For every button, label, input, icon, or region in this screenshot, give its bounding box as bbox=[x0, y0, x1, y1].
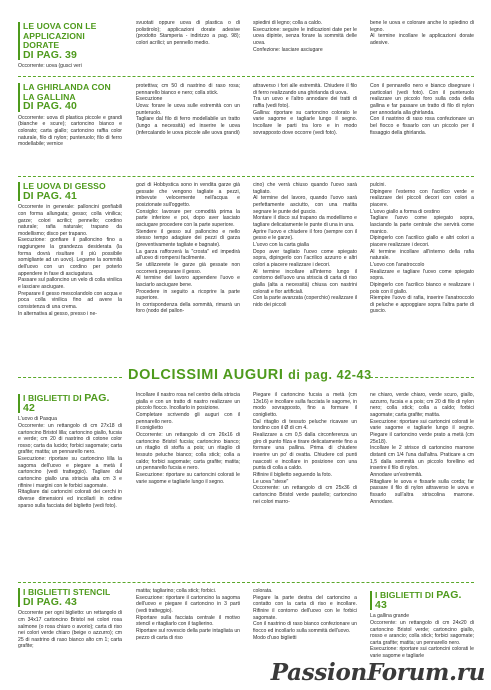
column-text bbox=[253, 20, 357, 53]
title-text: LE UOVA DI GESSO bbox=[23, 181, 106, 191]
column-text bbox=[136, 588, 240, 641]
body-text: La gallina grande Occorrente: un rettangolo di cm 24x20 di cartoncino Bristol verde; cartoncino giallo, rosso e arancio; colla stick; forbici sagomate; carta grafite; matita; un pennarello nero. Esecuzione: riportare sui cartoncini colorati le varie sagome e tagliarle bbox=[370, 613, 474, 660]
body-text: colorata. Piegare la parte destra del cartoncino a contatto con la carta di riso e incollare. Rifinire il contorno dell'uovo con le forbici sagomate. Con il nastrino di raso bianco confezionare un fiocco ed incollarlo sulla sommità dell'uovo. Modo d'uso biglietti bbox=[253, 588, 357, 641]
watermark: PassionForum.ru bbox=[270, 659, 485, 686]
page-ref: PAG. 42 bbox=[23, 392, 110, 414]
column-text bbox=[136, 182, 240, 315]
title-text: I BIGLIETTI STENCIL bbox=[23, 587, 111, 597]
body-text: ne chiaro, verde chiaro, verde scuro, giallo, azzurro, fucsia e a pois; cm 20 di filo di nylon nero; colla stick; colla a caldo; forbici sagomate; carta grafite; matita. Esecuzione: riportare sui cartoncini colorati le varie sagome e tagliarle lungo il segno. Piegare il cartoncino verde prato a metà (cm 25x18). Incollare le 2 strisce di cartoncino marrone distanti cm 1/4 l'una dall'altra. Praticare a cm 1,5 dalla sommità un piccolo forellino ed inserire il filo di nylon. Annodare un'estremità. Ritagliare le uova e fissarle sulla corda; far passare il filo di nylon attraverso le uova e fissarlo sull'altra striscolina marrone. Annodare. bbox=[370, 392, 474, 505]
column-text bbox=[136, 20, 240, 47]
dashed-divider bbox=[18, 76, 474, 77]
body-text: Occorrente: uova di plastica piccole e grandi (bianche e scure); cartoncino bianco e colorato; carta giallo; cartoncino raffia color naturale, filo di nylon; punteruolo; filo di ferro modellabile; vernice bbox=[18, 114, 124, 148]
body-text: pulcini. Dipingere l'esterno con l'acrilico verde e realizzare dei piccoli decori con colori a piacere. L'uovo giallo a forma di cestino Tagliare l'uovo come spiegato sopra, lasciando la parte centrale che servirà come manico. Dipingerlo con l'acrilico giallo e altri colori a piacere realizzare i decori. Al termine incollare all'interno della rafia naturale. L'uovo con l'anatroccolo Realizzare e tagliare l'uovo come spiegato sopra. Dipingerlo con l'acrilico bianco e realizzare i pois con il giallo. Riempire l'uovo di rafia, inserire l'anatroccolo di peluche e appoggiare sopra l'altra parte di guscio. bbox=[370, 182, 474, 315]
dashed-divider bbox=[370, 377, 474, 378]
column-text bbox=[370, 83, 474, 136]
page-ref: PAG. 43 bbox=[375, 589, 462, 611]
page-ref: DI PAG. 41 bbox=[23, 189, 77, 202]
section-biglietti-43 bbox=[370, 591, 474, 660]
heading-text: DOLCISSIMI AUGURI bbox=[128, 367, 284, 383]
dashed-divider bbox=[18, 176, 474, 177]
title-text: I BIGLIETTI DI bbox=[23, 393, 82, 403]
body-text: protettiva; cm 50 di nastrino di raso rosa; pennarello bianco e nero; colla stick. Esecuzione Uova: forare le uova sulle estremità con un punteruolo. Tagliare dal filo di ferro modellabile un tratto (lungo a necessità) ed inserire le uova (infercalando le uova piccole alle uova grandi) bbox=[136, 83, 240, 136]
section-title bbox=[18, 83, 122, 112]
column-text bbox=[370, 392, 474, 505]
section-biglietti-stencil bbox=[18, 588, 122, 650]
column-text bbox=[253, 392, 357, 505]
body-text: matita; tagliarino; colla stick; forbici. Esecuzione: riportare il cartoncino la sagoma dell'uovo e piegare il cartoncino in 3 parti (vedi tratteggio). Riportare sulla facciata centrale il motivo stencil e ritagliarlo con il taglierino. Riportare sul rovescio della parte intagliata un pezzo di carta di riso bbox=[136, 588, 240, 641]
section-uova-applicazioni bbox=[18, 22, 122, 70]
body-text: Incollare il nastro rosa nel centro della striscia gialla e con un tratto di nastro realizzare un piccolo fiocco. Incollarlo in posizione. Completare scrivendo gli auguri con il pennarello nero. Il coniglietto Occorrente: un rettangolo di cm 26x16 di cartoncino Bristol fucsia; cartoncino bianco; un ritaglio di stoffa a pois; un ritaglio di tessuto peluche bianco; colla stick; colla a caldo; forbici sagomate; carta grafite; matita; un pennarello fucsia e nero. Esecuzione: riportare su cartoncini colorati le varie sagome e tagliarle lungo il segno. bbox=[136, 392, 240, 485]
title-text: LA GHIRLANDA CON LA GALLINA bbox=[23, 82, 111, 102]
body-text: Occorrente in generale: palloncini gonfiabili con forma allungata; gesso; colla vinilica; garze; colori acrilici; pennello; cordino naturale; rafia naturale; trapano da modellismo; disco per trapano. Esecuzione: gonfiare il palloncino fino a raggiungere la grandezza desiderata (la forma dovrà risultare il più possibile somigliante ad un uovo). Legarne la sommità dell'uovo con un cordino per poterlo appendere in fase di asciugatura. Passare sul palloncino un velo di colla vinilica e lasciare asciugare. Preparare il gesso mescolandolo con acqua e poca colla vinilica fino ad avere la consistenza di una crema. In alternativa al gesso, presso i ne- bbox=[18, 204, 122, 317]
section-biglietti-42 bbox=[18, 394, 122, 509]
body-text: L'uovo di Pasqua Occorrente: un rettangolo di cm 27x18 di cartoncino Bristol lilla; cartoncino giallo, fucsia e verde; cm 20 di nastrino di cotone color rosso; carta da lucido; forbici sagomate; carta grafite; matita; un pennarello nero. Esecuzione: riportare su cartoncino lilla la sagoma dell'uovo e piegare a metà il cartoncino (vedi tratteggio). Tagliare dal cartoncino giallo una striscia alta cm 3 e rifinire i margini con le forbici sagomate. Ritagliare dai cartoncini colorati dei cerchi in diverse dimensioni ed incollarli in ordine sparso sulla facciata del biglietto (vedi foto). bbox=[18, 416, 122, 509]
dashed-divider bbox=[18, 582, 474, 583]
page-ref: DI PAG. 39 bbox=[23, 48, 77, 61]
section-title bbox=[370, 591, 474, 610]
body-text: Con il pennarello nero e bianco disegnare i particolari (vedi foto). Con il punteruolo realizzare un piccolo foro sulla coda della gallina e far passare un tratto di filo di nylon per annodarla alla ghirlanda. Con il nastrino di raso rosa confezionare un bel fiocco e fissarlo con un piccolo per il fissaggio della ghirlanda. bbox=[370, 83, 474, 136]
column-text bbox=[136, 392, 240, 485]
dashed-divider bbox=[18, 377, 122, 378]
column-text bbox=[370, 182, 474, 315]
column-text bbox=[253, 83, 357, 136]
body-text: bene le uova e colorare anche lo spiedino di legno. Al termine incollare le applicazioni dorate adesive. bbox=[370, 20, 474, 46]
title-text: I BIGLIETTI DI bbox=[375, 590, 434, 600]
body-text: Piegare il cartoncino fucsia a metà (cm 13x16) e incollare sulla facciata le sagome, in modo sovrapposto, fino a formare il coniglietto. Dal ritaglio di tessuto peluche ricavare un tondino con il Ø di cm 4. Realizzare a cm 0,5 dalla circonferenza un giro di punto filza e tirare delicatamente fino a formare una pallina. Prima di chiudere inserire un po' di ovatta. Chiudere col punti nascosti e incollare in posizione con una punta di colla a caldo. Rifinire il biglietto seguendo la foto. Le uova "stese" Occorrente: un rettangolo di cm 25x36 di cartoncino Bristol verde pastello; cartoncino nei colori marro- bbox=[253, 392, 357, 505]
column-text bbox=[136, 83, 240, 136]
section-title bbox=[18, 588, 122, 607]
body-text: Occorrente: uova (gusci veri bbox=[18, 63, 82, 70]
heading-pages: di pag. 42-43 bbox=[288, 368, 372, 382]
body-text: svuotati oppure uova di plastica o di polistirolo); applicazioni dorate adesive (prodotto Stamperia - indirizzo a pag. 98); colori acrilici; un pennello medio. bbox=[136, 20, 242, 46]
section-title bbox=[18, 182, 122, 201]
body-text: Occorrente per ogni biglietto: un rettangolo di cm 34x17 cartoncino Bristol nei colori rosa salmone (o rosa chiaro o avorio); carta di riso nei colori verde chiaro (beige o azzurro); cm 25 di nastrino di raso bianco alto cm 1; carta grafite; bbox=[18, 610, 124, 650]
body-text: cino) che verrà chiuso quando l'uovo sarà tagliato. Al termine del lavoro, quando l'uovo sarà perfettamente asciutto, con una matita segnare le punte del guscio. Montare il disco sul trapano da modellismo e tagliare delicatamente le punte di una in una. Aprire l'uovo e chiudere il foro (sempre con il gesso e le garze). L'uovo con la carta gialla Dopo aver tagliato l'uovo come spiegato sopra, dipingerlo con l'acrilico azzurro e altri colori a piacere realizzare i decori. Al termine incollare all'interno lungo il contorno dell'uovo una striscia di carta di riso gialla (alta a necessità) chiusa con nastrini colorati e fior artificiali. Con la parte avanzata (coperchio) realizzare il nido dei piccoli bbox=[253, 182, 357, 308]
title-text: LE UOVA CON LE APPLICAZIONI DORATE bbox=[23, 21, 97, 51]
section-title bbox=[18, 22, 122, 60]
section-title bbox=[18, 394, 122, 413]
column-text bbox=[253, 182, 357, 308]
body-text: gozi di Hobbystica sono in vendita garze già gessate che vengono tagliate a pezzi, imbevute velocemente nell'acqua e posizionate sull'oggetto. Consiglio: lavorare per comodità prima la parte inferiore e poi, dopo aver lasciato asciugare procedere con la parte superiore. Stendere il gesso sul palloncino e nello stesso tempo adagiare dei pezzi di garza (preventivamente tagliate e bagnate). La garza rafforzerà la "crosta" ed impedirà all'uovo di rompersi facilmente. Se utilizzerete le garze già gessate non occorrerà preparare il gesso. Al termine del lavoro appendere l'uovo e lasciarlo asciugare bene. Procedere in seguito a ricoprire la parte superiore. In corrispondenza della sommità, rimarrà un foro (nodo del pallon- bbox=[136, 182, 240, 315]
column-text bbox=[253, 588, 357, 641]
body-text: spiedini di legno; colla a caldo. Esecuzione: seguire le indicazioni date per le uova dipinte, senza forare la sommità delle uova. Confezione: lasciare asciugare bbox=[253, 20, 357, 53]
column-text bbox=[370, 20, 474, 47]
page-ref: DI PAG. 43 bbox=[23, 595, 77, 608]
page-ref: DI PAG. 40 bbox=[23, 100, 77, 113]
section-ghirlanda bbox=[18, 83, 122, 148]
section-heading bbox=[128, 367, 372, 383]
section-uova-gesso bbox=[18, 182, 122, 317]
body-text: attraverso i fori alle estremità. Chiudere il filo di ferro realizzando una ghirlanda di uova. Tra un uovo e l'altro annodare dei tratti di raffia (vedi foto). Gallina: riportare su cartoncino colorato le varie sagome e tagliarle lungo il segno. Incollare le parti tra loro e in modo sovrapposto dove occorre (vedi foto). bbox=[253, 83, 357, 136]
